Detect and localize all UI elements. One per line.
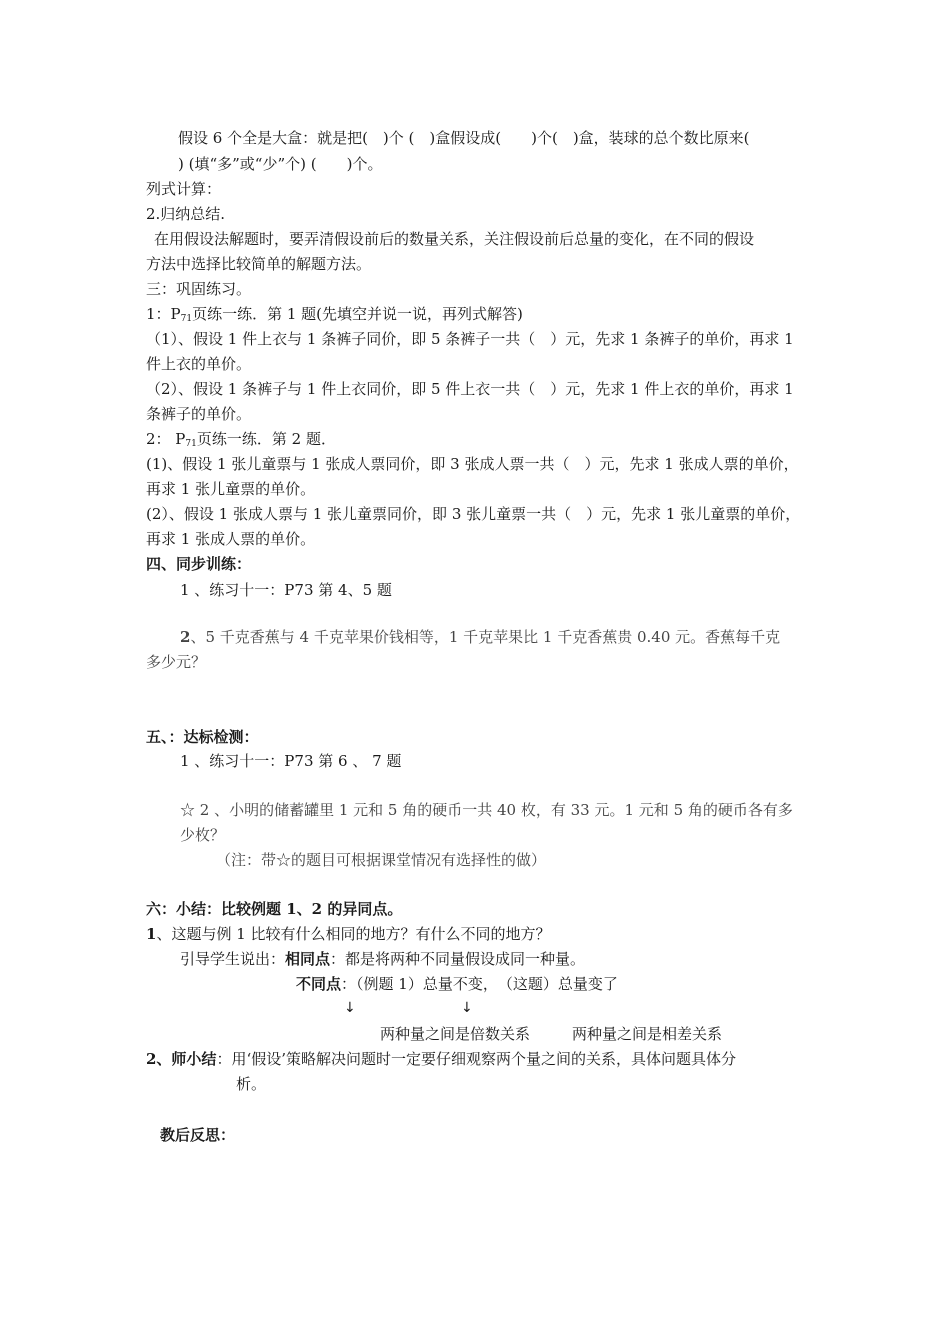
conclusion-q2-line-2: 析。 [236, 1075, 267, 1093]
test-item-1: 1 、练习十一：P73 第 6 、 7 题 [180, 752, 402, 770]
teacher-summary-text: ：用‘假设’策略解决问题时一定要仔细观察两个量之间的关系，具体问题具体分 [216, 1050, 736, 1068]
sync-item-2-line-2: 多少元？ [146, 653, 207, 671]
conclusion-q1-text: 、这题与例 1 比较有什么相同的地方？有什么不同的地方？ [156, 925, 551, 943]
assume-line-2: ) (填“多”或“少”个) ( )个。 [178, 155, 383, 173]
practice-q1-page: 71 [180, 314, 193, 324]
diff-point-label: 不同点 [296, 975, 342, 993]
practice-q2-prefix: 2： P [146, 430, 186, 448]
conclusion-q1 [146, 924, 551, 944]
practice-q2-b-line-2: 再求 1 张成人票的单价。 [146, 530, 316, 548]
practice-q2-a-line-2: 再求 1 张儿童票的单价。 [146, 480, 316, 498]
same-point-text: ：都是将两种不同量假设成同一种量。 [330, 950, 586, 968]
summary-text-2: 方法中选择比较简单的解题方法。 [146, 255, 372, 273]
practice-q1-b-line-1: （2）、假设 1 条裤子与 1 件上衣同价，即 5 件上衣一共（ ）元，先求 1 件上衣的单价，再求 1 [146, 380, 794, 398]
guide-prefix: 引导学生说出： [180, 950, 286, 968]
conclusion-q2-line-1 [146, 1049, 736, 1069]
diff-point-text: ：（例题 1）总量不变， （这题）总量变了 [341, 975, 618, 993]
sync-item-1: 1 、练习十一：P73 第 4、5 题 [180, 581, 392, 599]
relation-difference: 两种量之间是相差关系 [572, 1025, 723, 1043]
test-item-2-line-1: ☆ 2 、小明的储蓄罐里 1 元和 5 角的硬币一共 40 枚，有 33 元。1 元和 5 角的硬币各有多 [180, 801, 793, 819]
practice-q2-head [146, 429, 336, 454]
practice-q1-a-line-1: （1）、假设 1 件上衣与 1 条裤子同价，即 5 条裤子一共（ ）元，先求 1 条裤子的单价，再求 1 [146, 330, 794, 348]
practice-q2-b-line-1: (2）、假设 1 张成人票与 1 张儿童票同价，即 3 张儿童票一共（ ）元，先求 1 张儿童票的单价， [146, 505, 801, 523]
practice-q1-head [146, 304, 523, 329]
practice-q1-prefix: 1：P [146, 305, 181, 323]
summary-title: 2.归纳总结. [146, 205, 226, 223]
test-title: 五、：达标检测： [146, 728, 259, 746]
down-arrow-icon: ↓ [461, 1000, 473, 1016]
practice-title: 三：巩固练习。 [146, 280, 252, 298]
practice-q1-suffix: 页练一练．第 1 题(先填空并说一说，再列式解答) [192, 305, 523, 323]
practice-q2-suffix: 页练一练．第 2 题． [196, 430, 336, 448]
sync-item-2-text: 、5 千克香蕉与 4 千克苹果价钱相等，1 千克苹果比 1 千克香蕉贵 0.40 元。香蕉每千克 [190, 628, 781, 646]
test-item-2-line-2: 少枚？ [180, 826, 226, 844]
same-point-label: 相同点 [285, 950, 331, 968]
conclusion-q1-number: 1 [146, 925, 157, 943]
sync-title: 四、同步训练： [146, 555, 252, 573]
summary-text-1: 在用假设法解题时，要弄清假设前后的数量关系，关注假设前后总量的变化，在不同的假设 [154, 230, 755, 248]
sync-item-2-line-1 [180, 627, 780, 647]
practice-q1-b-line-2: 条裤子的单价。 [146, 405, 252, 423]
relation-multiple: 两种量之间是倍数关系 [380, 1025, 531, 1043]
test-note: （注：带☆的题目可根据课堂情况有选择性的做） [216, 851, 547, 869]
sync-item-2-number: 2 [180, 628, 191, 646]
conclusion-title: 六：小结：比较例题 1、2 的异同点。 [146, 900, 403, 918]
teacher-summary-label: 2、师小结 [146, 1050, 217, 1068]
down-arrow-icon: ↓ [344, 1000, 356, 1016]
practice-q2-a-line-1: (1)、假设 1 张儿童票与 1 张成人票同价，即 3 张成人票一共（ ）元，先求 1 张成人票的单价， [146, 455, 799, 473]
conclusion-same-line [180, 949, 585, 969]
conclusion-diff-line [296, 974, 618, 994]
calc-label: 列式计算： [146, 180, 222, 198]
reflection-title: 教后反思： [160, 1126, 236, 1144]
practice-q2-page: 71 [185, 439, 197, 449]
practice-q1-a-line-2: 件上衣的单价。 [146, 355, 252, 373]
assume-line-1: 假设 6 个全是大盒：就是把( )个 ( )盒假设成( )个( )盒，装球的总个数比原来( [178, 129, 750, 147]
